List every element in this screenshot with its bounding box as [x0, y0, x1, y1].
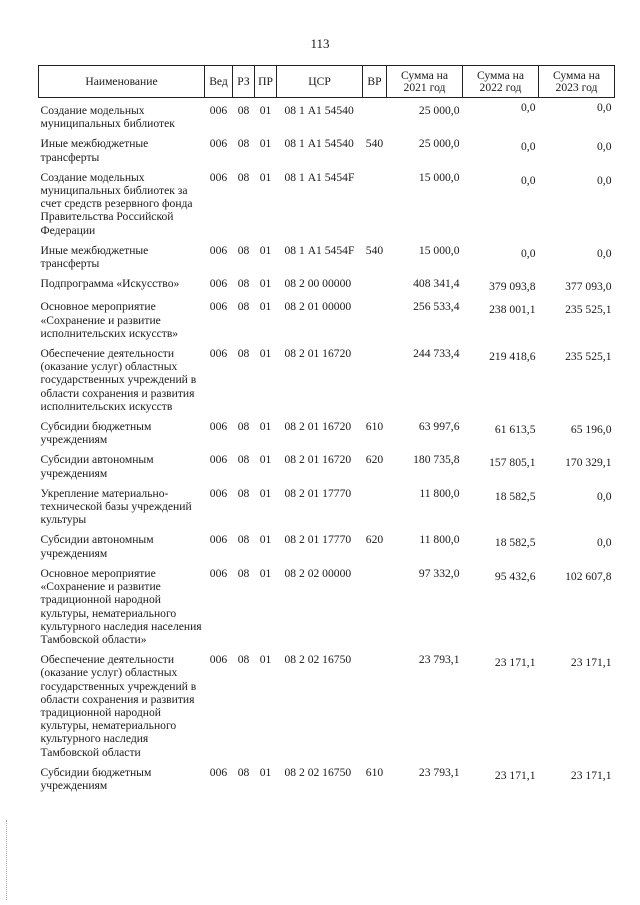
cell-sum-2023: 0,0	[597, 536, 612, 550]
cell-rz: 08	[237, 170, 250, 184]
cell-csr: 08 2 01 00000	[284, 300, 352, 314]
header-ved: Вед	[205, 66, 233, 98]
cell-sum-2023: 0,0	[597, 140, 612, 154]
table-row	[39, 98, 615, 138]
cell-sum-2021: 97 332,0	[418, 566, 460, 580]
cell-sum-2023: 23 171,1	[570, 768, 612, 782]
cell-sum-2022: 18 582,5	[494, 536, 536, 550]
table-row	[39, 137, 615, 170]
cell-csr: 08 2 02 00000	[284, 566, 352, 580]
cell-sum-2021: 25 000,0	[418, 104, 460, 117]
cell-sum-2022: 0,0	[521, 173, 536, 187]
cell-name: Создание модельных муниципальных библиотек	[40, 104, 175, 131]
cell-name: Иные межбюджетные трансферты	[40, 243, 149, 271]
table-header-row	[39, 66, 615, 98]
cell-pr: 01	[259, 533, 272, 547]
table-row	[39, 653, 615, 766]
cell-name: Субсидии автономным учреждениям	[40, 453, 154, 480]
cell-name: Обеспечение деятельности (оказание услуг) областных государственных учреждений в области сохранения и развития исполнительских искусств	[40, 347, 197, 413]
cell-name: Создание модельных муниципальных библиотек за счет средств резервного фонда Правительства Российской Федерации	[40, 170, 193, 237]
cell-sum-2023: 102 607,8	[565, 569, 612, 583]
cell-ved: 006	[209, 277, 228, 291]
cell-sum-2023: 0,0	[597, 173, 612, 187]
cell-pr: 01	[259, 453, 272, 467]
cell-sum-2021: 23 793,1	[418, 653, 460, 667]
page-number: 113	[310, 36, 330, 51]
cell-pr: 01	[259, 243, 272, 257]
cell-rz: 08	[237, 243, 250, 257]
cell-sum-2021: 23 793,1	[418, 765, 460, 779]
header-vr: ВР	[363, 66, 387, 98]
cell-name: Субсидии автономным учреждениям	[40, 533, 154, 560]
cell-csr: 08 1 А1 54540	[284, 137, 354, 151]
cell-name: Субсидии бюджетным учреждениям	[40, 765, 152, 792]
cell-sum-2022: 157 805,1	[489, 456, 536, 470]
cell-pr: 01	[259, 137, 272, 151]
cell-csr: 08 1 А1 5454F	[284, 170, 355, 184]
cell-sum-2023: 23 171,1	[570, 656, 612, 670]
cell-vr: 620	[365, 453, 384, 467]
cell-ved: 006	[209, 137, 228, 151]
cell-sum-2021: 63 997,6	[418, 420, 460, 434]
table-row	[39, 244, 615, 277]
cell-rz: 08	[237, 453, 250, 467]
cell-csr: 08 2 00 00000	[284, 277, 352, 291]
cell-name: Иные межбюджетные трансферты	[40, 137, 149, 164]
cell-ved: 006	[209, 765, 228, 779]
cell-csr: 08 1 А1 54540	[284, 104, 354, 117]
cell-sum-2023: 0,0	[597, 101, 612, 114]
cell-sum-2023: 170 329,1	[565, 456, 612, 470]
cell-name: Обеспечение деятельности (оказание услуг) областных государственных учреждений в области сохранения и развития традиционной народной культуры, нематериального культурного наследия Тамбовской области	[40, 653, 197, 759]
cell-ved: 006	[209, 566, 228, 580]
cell-sum-2022: 0,0	[521, 246, 536, 260]
cell-sum-2021: 180 735,8	[413, 453, 460, 467]
cell-pr: 01	[259, 653, 272, 667]
cell-rz: 08	[237, 300, 250, 314]
cell-sum-2022: 238 001,1	[489, 303, 536, 317]
header-csr: ЦСР	[277, 66, 363, 98]
cell-rz: 08	[237, 347, 250, 361]
cell-pr: 01	[259, 104, 272, 117]
cell-sum-2023: 65 196,0	[570, 423, 612, 437]
cell-sum-2023: 235 525,1	[565, 303, 612, 317]
cell-ved: 006	[209, 453, 228, 467]
cell-pr: 01	[259, 566, 272, 580]
cell-pr: 01	[259, 420, 272, 434]
cell-vr	[363, 277, 387, 300]
cell-sum-2022: 0,0	[521, 101, 536, 114]
cell-rz: 08	[237, 486, 250, 500]
cell-vr	[363, 98, 387, 138]
cell-sum-2021: 25 000,0	[418, 137, 460, 151]
cell-sum-2022: 18 582,5	[494, 489, 536, 503]
cell-sum-2022: 23 171,1	[494, 656, 536, 670]
budget-table	[38, 65, 615, 799]
cell-ved: 006	[209, 533, 228, 547]
cell-vr	[363, 653, 387, 766]
cell-ved: 006	[209, 104, 228, 117]
cell-rz: 08	[237, 533, 250, 547]
table-row	[39, 487, 615, 534]
table-row	[39, 277, 615, 300]
cell-vr: 610	[365, 420, 384, 434]
table-row	[39, 171, 615, 244]
cell-vr: 540	[365, 243, 384, 257]
cell-pr: 01	[259, 300, 272, 314]
cell-ved: 006	[209, 420, 228, 434]
cell-pr: 01	[259, 277, 272, 291]
cell-vr	[363, 171, 387, 244]
cell-csr: 08 2 01 16720	[284, 453, 352, 467]
table-row	[39, 347, 615, 420]
cell-ved: 006	[209, 243, 228, 257]
cell-sum-2022: 95 432,6	[494, 569, 536, 583]
cell-sum-2021: 11 800,0	[419, 533, 460, 547]
cell-sum-2023: 377 093,0	[565, 280, 612, 294]
header-pr: ПР	[255, 66, 277, 98]
table-row	[39, 533, 615, 566]
cell-sum-2021: 15 000,0	[418, 170, 460, 184]
cell-vr	[363, 300, 387, 347]
cell-ved: 006	[209, 170, 228, 184]
table-row	[39, 766, 615, 799]
cell-csr: 08 2 01 16720	[284, 420, 352, 434]
cell-rz: 08	[237, 104, 250, 117]
header-sum-2022: Сумма на 2022 год	[463, 66, 539, 98]
cell-pr: 01	[259, 170, 272, 184]
cell-name: Основное мероприятие «Сохранение и развитие исполнительских искусств»	[40, 300, 179, 340]
cell-csr: 08 2 01 16720	[284, 347, 352, 361]
cell-csr: 08 1 А1 5454F	[284, 243, 355, 257]
cell-name: Подпрограмма «Искусство»	[40, 277, 180, 291]
header-sum-2021: Сумма на 2021 год	[387, 66, 463, 98]
cell-csr: 08 2 01 17770	[284, 533, 352, 547]
cell-name: Укрепление материально-технической базы учреждений культуры	[40, 486, 192, 527]
cell-rz: 08	[237, 653, 250, 667]
cell-vr	[363, 567, 387, 653]
cell-vr	[363, 347, 387, 420]
table-row	[39, 453, 615, 486]
cell-ved: 006	[209, 486, 228, 500]
cell-name: Субсидии бюджетным учреждениям	[40, 420, 152, 447]
table-row	[39, 420, 615, 453]
cell-rz: 08	[237, 566, 250, 580]
cell-sum-2021: 408 341,4	[413, 277, 460, 291]
cell-ved: 006	[209, 300, 228, 314]
cell-sum-2022: 23 171,1	[494, 768, 536, 782]
cell-pr: 01	[259, 486, 272, 500]
cell-vr: 620	[365, 533, 384, 547]
cell-csr: 08 2 02 16750	[284, 765, 352, 779]
header-name: Наименование	[39, 66, 205, 98]
cell-name: Основное мероприятие «Сохранение и развитие традиционной народной культуры, нематериального культурного наследия населения Тамбовской области»	[40, 566, 202, 646]
cell-pr: 01	[259, 765, 272, 779]
cell-ved: 006	[209, 653, 228, 667]
cell-sum-2021: 244 733,4	[413, 347, 460, 361]
cell-vr: 610	[365, 765, 384, 779]
cell-vr	[363, 487, 387, 534]
cell-rz: 08	[237, 420, 250, 434]
cell-pr: 01	[259, 347, 272, 361]
cell-sum-2021: 256 533,4	[413, 300, 460, 314]
cell-sum-2021: 15 000,0	[418, 243, 460, 257]
cell-sum-2022: 219 418,6	[489, 350, 536, 364]
header-rz: РЗ	[233, 66, 255, 98]
table-row	[39, 300, 615, 347]
cell-sum-2022: 61 613,5	[494, 423, 536, 437]
cell-sum-2022: 379 093,8	[489, 280, 536, 294]
cell-csr: 08 2 01 17770	[284, 486, 352, 500]
cell-sum-2021: 11 800,0	[419, 486, 460, 500]
cell-vr: 540	[365, 137, 384, 151]
cell-sum-2023: 0,0	[597, 246, 612, 260]
cell-rz: 08	[237, 137, 250, 151]
scan-margin-marks	[6, 820, 9, 900]
cell-csr: 08 2 02 16750	[284, 653, 352, 667]
cell-rz: 08	[237, 277, 250, 291]
cell-sum-2022: 0,0	[521, 140, 536, 154]
header-sum-2023: Сумма на 2023 год	[539, 66, 615, 98]
cell-ved: 006	[209, 347, 228, 361]
cell-rz: 08	[237, 765, 250, 779]
cell-sum-2023: 235 525,1	[565, 350, 612, 364]
table-row	[39, 567, 615, 653]
cell-sum-2023: 0,0	[597, 489, 612, 503]
